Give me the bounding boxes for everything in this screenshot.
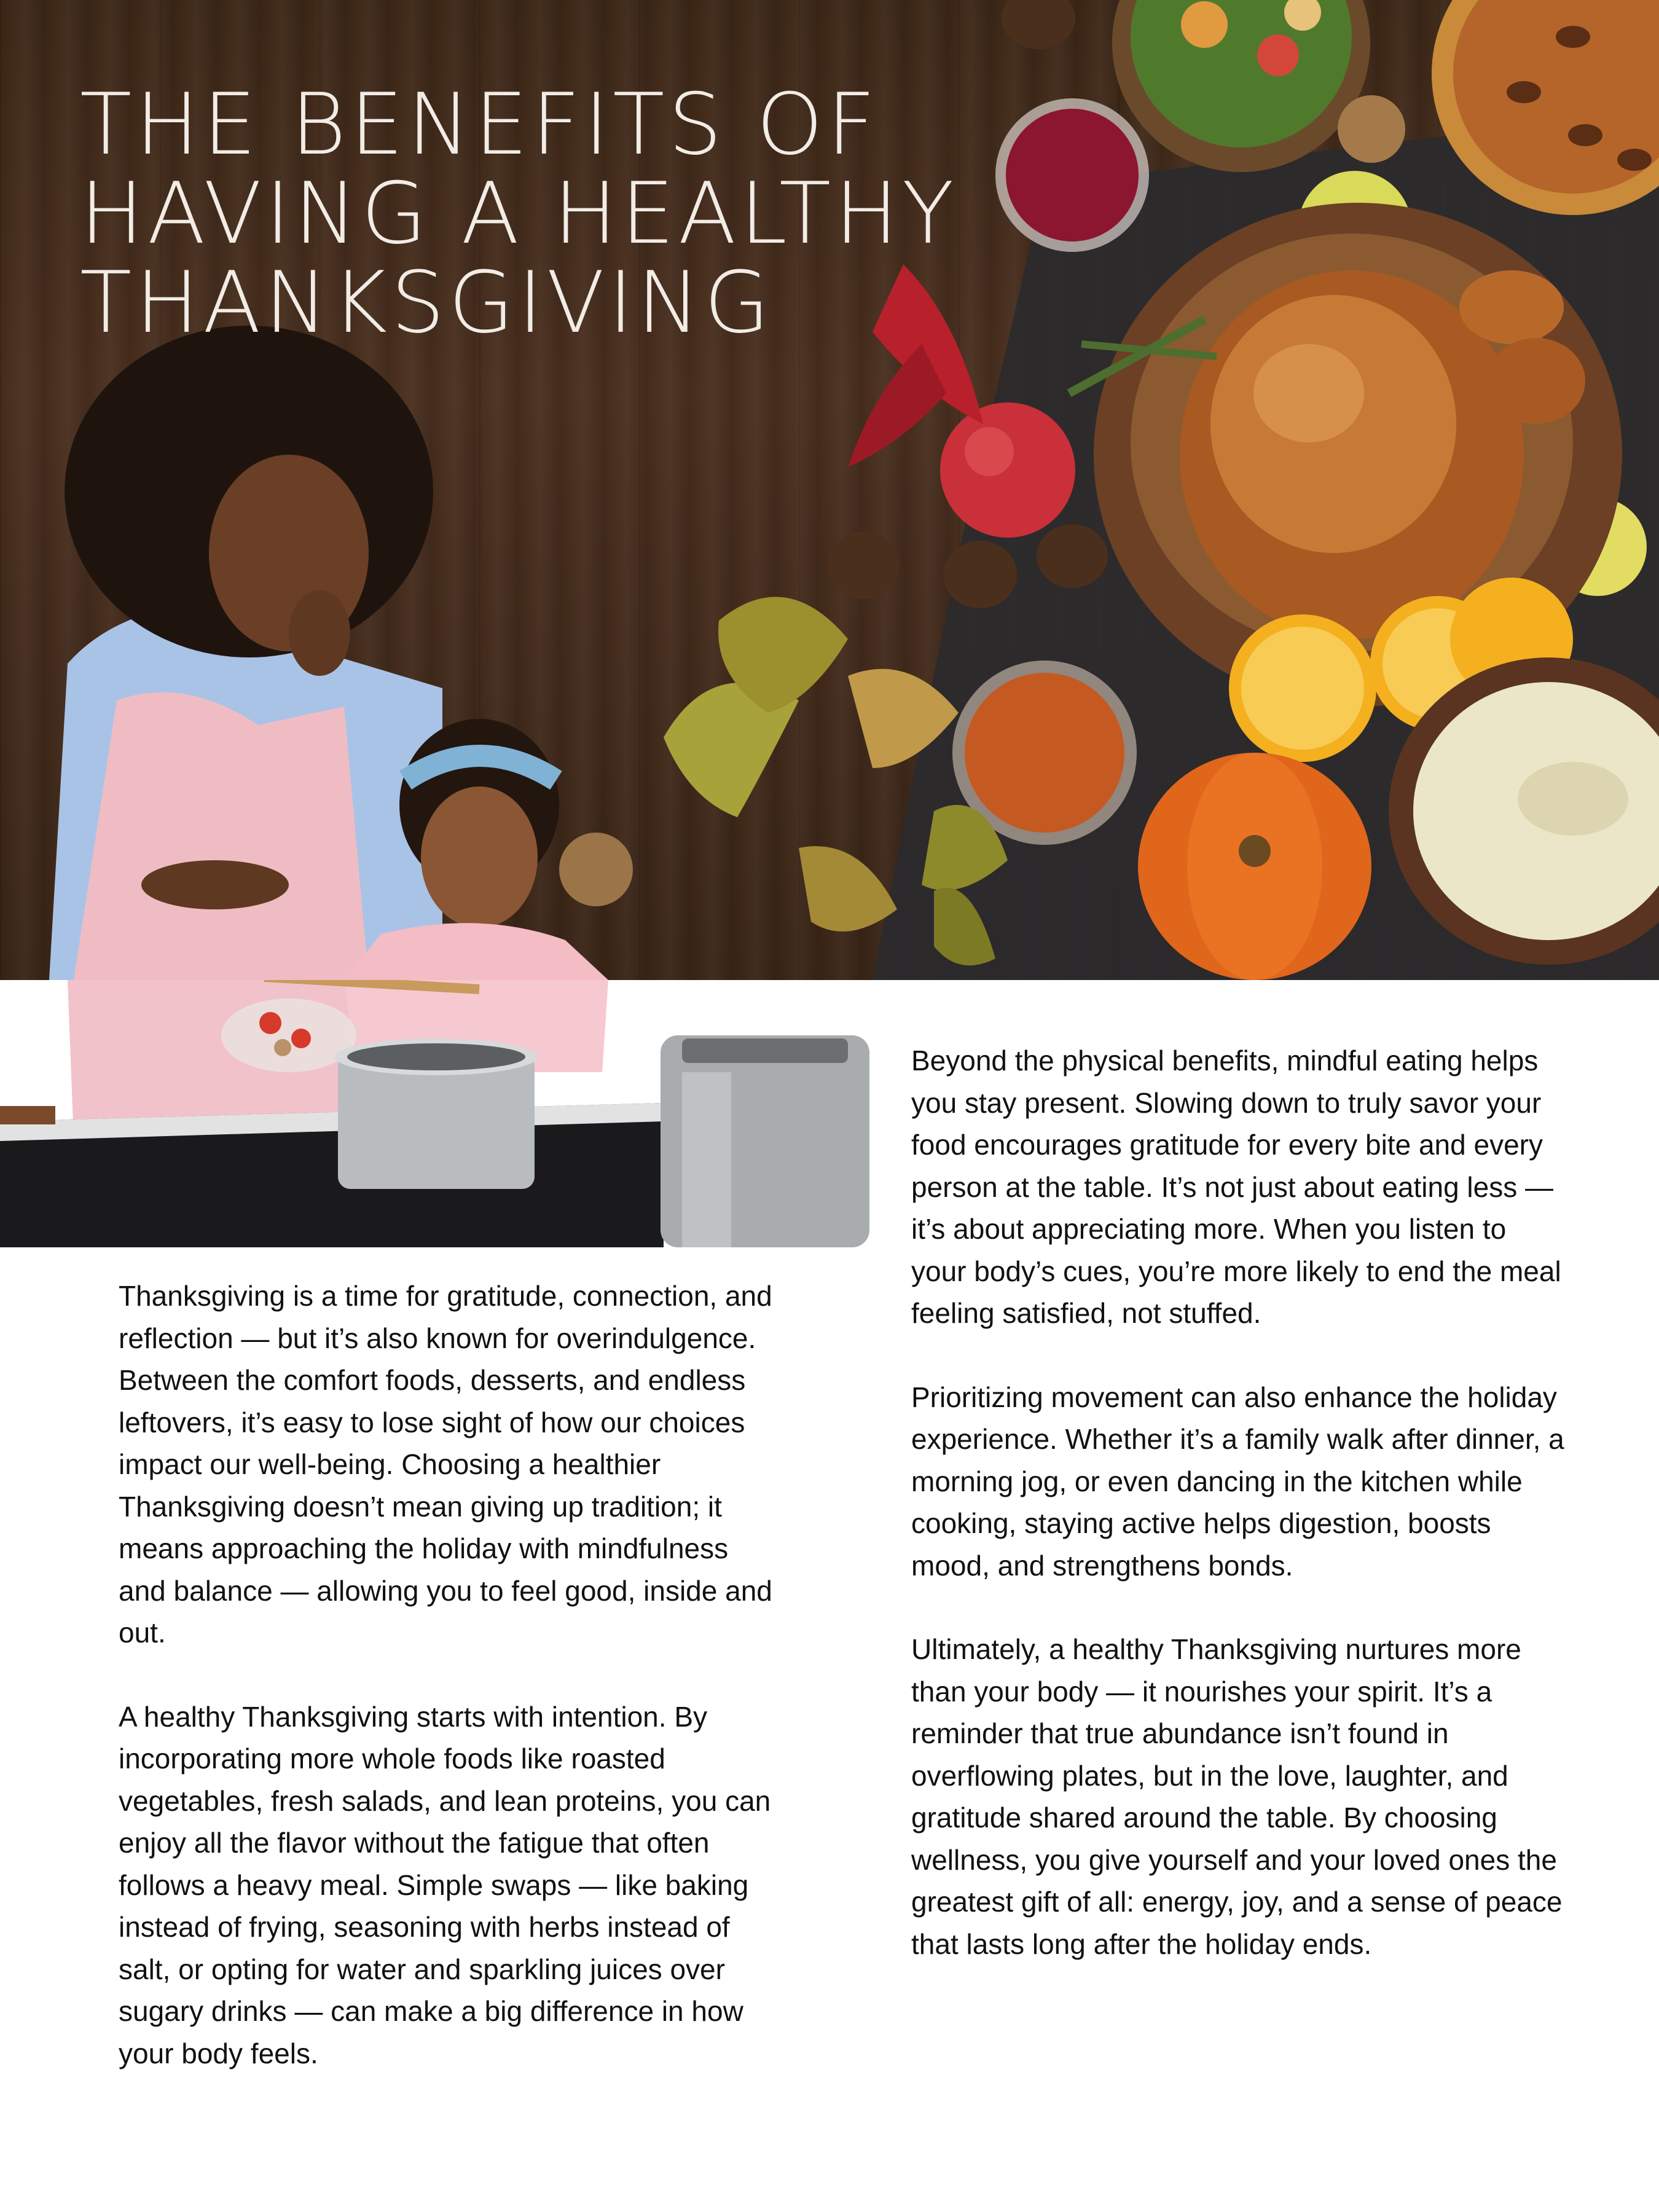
right-text-column — [911, 1040, 1569, 2007]
mindful-eating-paragraph: Beyond the physical benefits, mindful eating helps you stay present. Slowing down to truly savor your food encourages gratitude for every bite and every person at the table. It’s not just about eating less — it’s about appreciating more. When you listen to your body’s cues, you’re more likely to end the meal feeling satisfied, not stuffed. — [911, 1045, 1561, 1329]
page-title — [80, 75, 1002, 352]
title-line-1: THE BENEFITS OF — [80, 75, 879, 174]
hero-banner — [0, 0, 1659, 980]
cooking-scene-illustration — [0, 980, 873, 1247]
intention-paragraph: A healthy Thanksgiving starts with intention. By incorporating more whole foods like roasted vegetables, fresh salads, and lean proteins, you can enjoy all the flavor without the fatigue that often follows a heavy meal. Simple swaps — like baking instead of frying, seasoning with herbs instead of salt, or opting for water and sparkling juices over sugary drinks — can make a big difference in how your body feels. — [119, 1700, 771, 2069]
conclusion-paragraph: Ultimately, a healthy Thanksgiving nurtures more than your body — it nourishes your spirit. It’s a reminder that true abundance isn’t found in overflowing plates, but in the love, laughter, and gratitude shared around the table. By choosing wellness, you give yourself and your loved ones the greatest gift of all: energy, joy, and a sense of peace that lasts long after the holiday ends. — [911, 1633, 1563, 1960]
intro-paragraph: Thanksgiving is a time for gratitude, connection, and reflection — but it’s also known for overindulgence. Between the comfort foods, desserts, and endless leftovers, it’s easy to lose sight of how our choices impact our well-being. Choosing a healthier Thanksgiving doesn’t mean giving up tradition; it means approaching the holiday with mindfulness and balance — allowing you to feel good, inside and out. — [119, 1280, 772, 1649]
left-text-column — [119, 1275, 782, 2116]
kitchen-photo — [0, 980, 873, 1247]
movement-paragraph: Prioritizing movement can also enhance the holiday experience. Whether it’s a family walk after dinner, a morning jog, or even dancing in the kitchen while cooking, staying active helps digestion, boosts mood, and strengthens bonds. — [911, 1381, 1564, 1582]
title-line-3: THANKSGIVING — [80, 253, 774, 352]
title-line-2: HAVING A HEALTHY — [80, 164, 958, 263]
